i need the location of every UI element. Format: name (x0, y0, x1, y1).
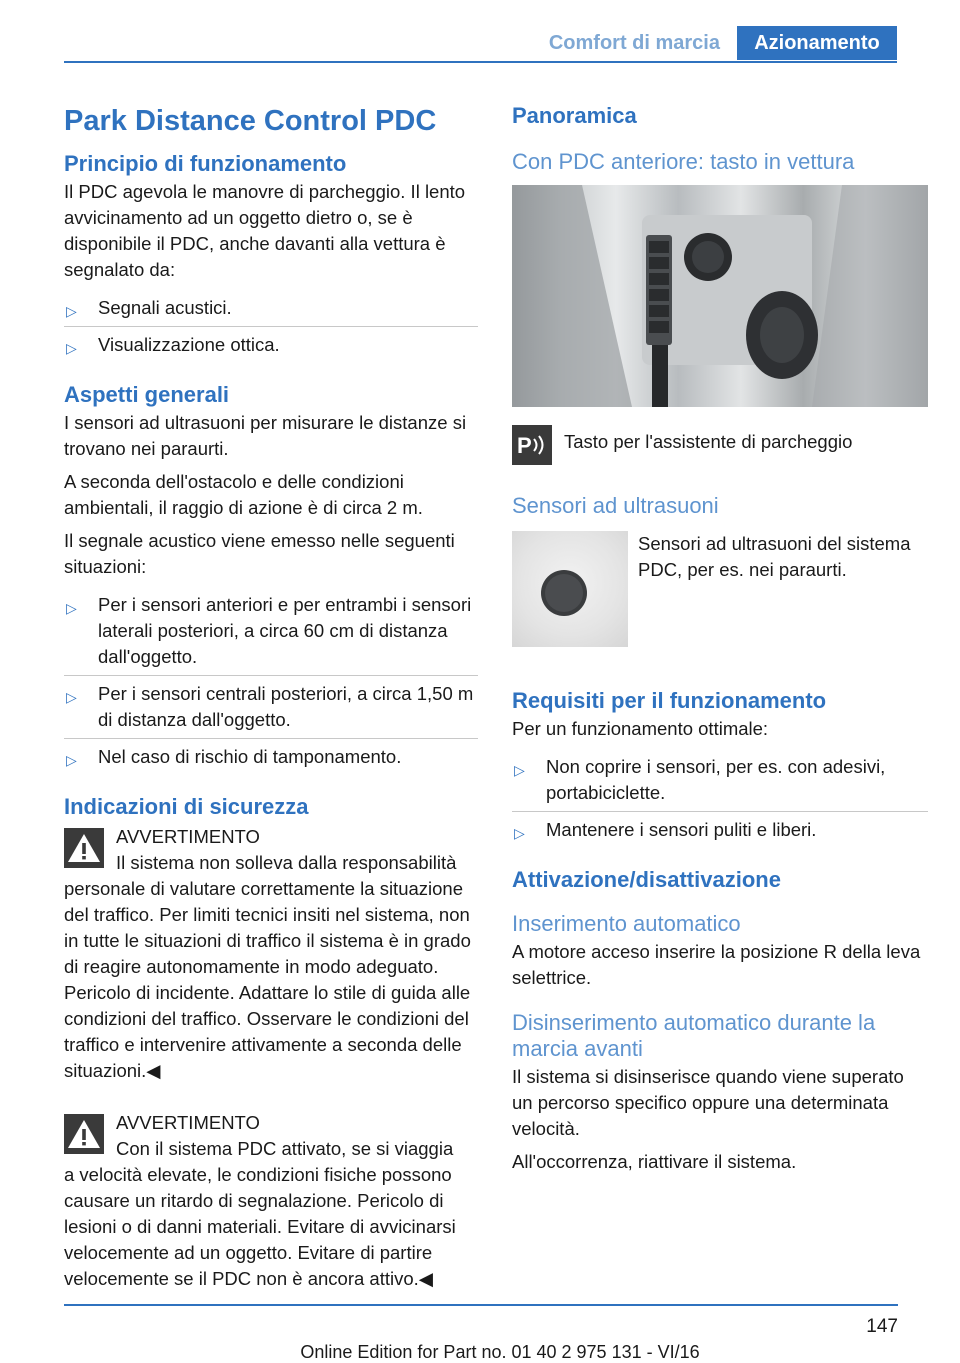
auto-off-text-1: Il sistema si disinserisce quando viene superato un percorso specifico oppure una determinata velocità. (512, 1066, 904, 1139)
general-heading: Aspetti generali (64, 382, 230, 407)
auto-on-heading: Inserimento automatico (512, 911, 741, 936)
bullet-triangle-icon: ▷ (66, 689, 77, 705)
ultrasonic-sensor-photo (512, 531, 628, 647)
warning-block-2 (64, 1110, 478, 1292)
warning-first-line: Con il sistema PDC attivato, se si viaggia (116, 1138, 454, 1159)
principle-heading: Principio di funzionamento (64, 151, 347, 176)
list-item: ▷ Non coprire i sensori, per es. con adesivi, portabiciclette. (514, 756, 886, 803)
auto-off-heading: Disinserimento automatico durante la marcia avanti (512, 1010, 876, 1061)
page-number: 147 (866, 1316, 898, 1337)
requirements-list (512, 749, 928, 848)
auto-on-text: A motore acceso inserire la posizione R della leva selettrice. (512, 941, 921, 988)
header-section-label: Comfort di marcia (548, 31, 720, 54)
requirements-heading: Requisiti per il funzionamento (512, 688, 827, 713)
general-text-1: I sensori ad ultrasuoni per misurare le distanze si trovano nei paraurti. (64, 412, 467, 459)
principle-text: Il PDC agevola le manovre di parcheggio. Il lento avvicinamento ad un oggetto dietro o, se è disponibile il PDC, anche davanti alla vettura è segnalato da: (64, 181, 466, 280)
warning-text: a velocità elevate, le condizioni fisiche possono causare un ritardo di segnalazione. Pericolo di lesioni o di danni materiali. Evitare di avvicinarsi velocemente ad un oggetto. Evitare di partire velocemente se il PDC non è ancora attivo.◀ (64, 1164, 456, 1289)
warning-label: AVVERTIMENTO (116, 826, 260, 847)
general-text-3: Il segnale acustico viene emesso nelle seguenti situazioni: (64, 530, 455, 577)
list-item: ▷ Per i sensori anteriori e per entrambi i sensori laterali posteriori, a circa 60 cm di distanza dall'oggetto. (66, 594, 472, 667)
header-chapter-tab: Azionamento (737, 26, 897, 60)
warning-block-1 (64, 824, 478, 1084)
bullet-triangle-icon: ▷ (66, 303, 77, 319)
svg-text:P: P (517, 433, 532, 458)
general-list (64, 587, 478, 775)
list-item: ▷ Segnali acustici. (66, 297, 232, 319)
warning-text: personale di valutare correttamente la situazione del traffico. Per limiti tecnici insiti nel sistema, non in tutte le situazioni di traffico il sistema è in grado di reagire autonomamente in modo adeguato. Pericolo di incidente. Adattare lo stile di guida alle condizioni del traffico. Osservare le condizioni del traffico e intervenire attivamente a seconda delle situazioni.◀ (64, 878, 471, 1081)
list-item: ▷ Per i sensori centrali posteriori, a circa 1,50 m di distanza dall'oggetto. (64, 675, 478, 738)
pdc-button-caption: Tasto per l'assistente di parcheggio (564, 431, 853, 452)
bullet-triangle-icon: ▷ (66, 340, 77, 356)
bullet-triangle-icon: ▷ (66, 600, 77, 616)
sensors-row (512, 531, 928, 661)
pdc-button-row (512, 425, 928, 469)
general-text-2: A seconda dell'ostacolo e delle condizioni ambientali, il raggio di azione è di circa 2 m. (64, 471, 423, 518)
warning-triangle-icon (64, 1114, 104, 1154)
auto-off-text-2: All'occorrenza, riattivare il sistema. (512, 1151, 797, 1172)
bullet-triangle-icon: ▷ (514, 825, 525, 841)
front-pdc-heading: Con PDC anteriore: tasto in vettura (512, 149, 855, 174)
bullet-triangle-icon: ▷ (66, 752, 77, 768)
warning-first-line: Il sistema non solleva dalla responsabilità (116, 852, 457, 873)
bullet-triangle-icon: ▷ (514, 762, 525, 778)
center-console-photo (512, 185, 928, 407)
right-column (512, 96, 928, 1182)
list-item: ▷ Mantenere i sensori puliti e liberi. (512, 811, 928, 848)
header-rule (64, 61, 897, 63)
edition-text: Online Edition for Part no. 01 40 2 975 131 - VI/16 (300, 1342, 700, 1362)
warning-triangle-icon (64, 828, 104, 868)
page-header (0, 26, 960, 62)
list-item: ▷ Nel caso di rischio di tamponamento. (64, 738, 478, 775)
list-item: ▷ Visualizzazione ottica. (64, 326, 478, 363)
activation-heading: Attivazione/disattivazione (512, 867, 781, 892)
footer-rule (64, 1304, 898, 1306)
safety-heading: Indicazioni di sicurezza (64, 794, 309, 819)
left-column (64, 96, 478, 1302)
principle-list (64, 290, 478, 363)
overview-heading: Panoramica (512, 103, 637, 128)
page-title: Park Distance Control PDC (64, 105, 437, 137)
requirements-text: Per un funzionamento ottimale: (512, 718, 769, 739)
pdc-button-icon (512, 425, 552, 465)
warning-label: AVVERTIMENTO (116, 1112, 260, 1133)
sensors-heading: Sensori ad ultrasuoni (512, 493, 719, 518)
sensors-text: Sensori ad ultrasuoni del sistema PDC, per es. nei paraurti. (638, 533, 911, 580)
